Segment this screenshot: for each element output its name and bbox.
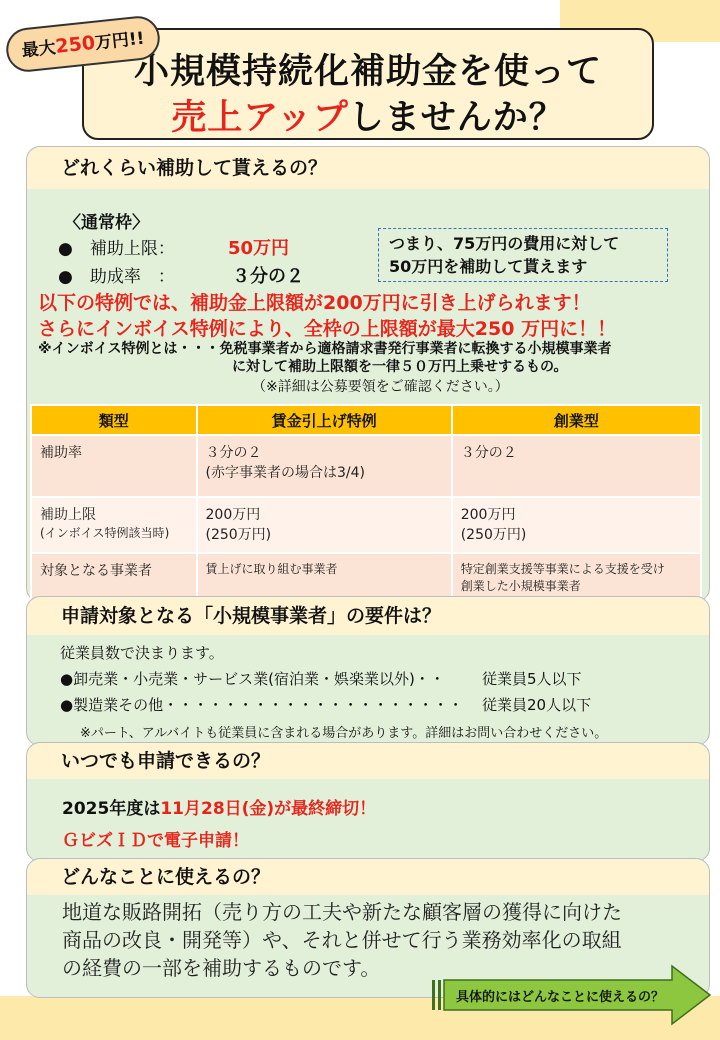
- row-sublabel: (インボイス特例該当時): [40, 526, 170, 540]
- row-label: 補助上限: [40, 507, 96, 523]
- cell-value: ３分の２: [205, 445, 262, 461]
- subsidy-table: [30, 404, 702, 602]
- table-cell: [31, 435, 197, 497]
- explanation-note: [378, 228, 668, 282]
- requirement-item-2-value: 従業員20人以下: [482, 696, 592, 714]
- note-line-1: つまり、75万円の費用に対して: [389, 234, 620, 253]
- table-header-row: [31, 405, 701, 435]
- gbiz-id-note: ＧビズＩＤで電子申請！: [62, 831, 249, 851]
- cell-value: 特定創業支援等事業による支援を受け: [460, 562, 665, 576]
- deadline-date: 11月28日(金)が最終締切！: [160, 799, 377, 819]
- frame-label: 〈通常枠〉: [64, 213, 149, 233]
- special-case-line2: さらにインボイス特例により、全枠の上限額が最大250 万円に！！: [38, 318, 617, 340]
- table-cell: [31, 553, 197, 601]
- cell-value: 200万円: [205, 507, 261, 523]
- requirement-item-2: ●製造業その他・・・・・・・・・・・・・・・・・・・・: [60, 696, 464, 714]
- rate-label: ● 助成率 ：: [58, 267, 175, 287]
- cell-value: 200万円: [460, 507, 516, 523]
- title-rest: しませんか？: [348, 98, 565, 138]
- badge-amount: 250: [54, 31, 97, 58]
- table-cell: [452, 553, 701, 601]
- table-cell: [452, 497, 701, 553]
- arrow-label: 具体的にはどんなことに使えるの？: [456, 990, 665, 1005]
- requirements-intro: 従業員数で決まります。: [60, 644, 224, 662]
- table-header: 類型: [31, 405, 197, 435]
- section-heading-amount: どれくらい補助して貰えるの？: [27, 147, 709, 189]
- rate-value: ３分の２: [232, 266, 304, 287]
- special-case-line1: 以下の特例では、補助金上限額が200万円に引き上げられます！: [38, 292, 591, 314]
- cell-subvalue: 創業した小規模事業者: [460, 579, 581, 593]
- limit-value: 50万円: [228, 238, 290, 259]
- usage-line-1: 地道な販路開拓（売り方の工夫や新たな顧客層の獲得に向けた: [62, 900, 622, 924]
- cell-subvalue: (250万円): [460, 527, 527, 543]
- limit-label: ● 補助上限：: [58, 239, 175, 259]
- page-title-line2: [82, 90, 654, 140]
- cell-value: 賃上げに取り組む事業者: [205, 562, 338, 576]
- table-cell: [452, 435, 701, 497]
- table-cell: [197, 553, 452, 601]
- badge-suffix: 万円!!: [94, 28, 146, 54]
- row-label: 補助率: [40, 445, 82, 461]
- deadline-line: [62, 794, 376, 819]
- usage-line-3: の経費の一部を補助するものです。: [62, 956, 381, 980]
- title-highlight: 売上アップ: [171, 98, 349, 138]
- cell-subvalue: (250万円): [205, 527, 272, 543]
- table-row: [31, 497, 701, 553]
- row-label: 対象となる事業者: [40, 563, 152, 579]
- cell-subvalue: (赤字事業者の場合は3/4): [205, 465, 365, 481]
- note-line-2: 50万円を補助して貰えます: [389, 257, 588, 276]
- invoice-definition-line2: に対して補助上限額を一律５０万円上乗せするもの。: [232, 359, 568, 375]
- section-heading-deadline: いつでも申請できるの？: [27, 743, 709, 779]
- requirement-item-1: ●卸売業・小売業・サービス業(宿泊業・娯楽業以外)・・: [60, 670, 445, 688]
- table-cell: [31, 497, 197, 553]
- table-row: [31, 553, 701, 601]
- usage-line-2: 商品の改良・開発等）や、それと併せて行う業務効率化の取組: [62, 928, 622, 952]
- section-heading-requirements: 申請対象となる「小規模事業者」の要件は？: [27, 597, 709, 635]
- table-row: [31, 435, 701, 497]
- table-header: 創業型: [452, 405, 701, 435]
- page-title-line1: 小規模持続化補助金を使って: [133, 52, 602, 92]
- cell-value: ３分の２: [460, 445, 517, 461]
- badge-prefix: 最大: [20, 37, 57, 62]
- table-header: 賃金引上げ特例: [197, 405, 452, 435]
- deadline-year: 2025年度は: [62, 799, 161, 819]
- table-cell: [197, 497, 452, 553]
- requirements-footnote: ※パート、アルバイトも従業員に含まれる場合があります。詳細はお問い合わせください。: [80, 726, 608, 741]
- table-cell: [197, 435, 452, 497]
- invoice-definition-line1: ※インボイス特例とは・・・免税事業者から適格請求書発行事業者に転換する小規模事業者: [38, 341, 612, 357]
- requirement-item-1-value: 従業員5人以下: [482, 670, 582, 688]
- usage-details-link[interactable]: [432, 964, 712, 1026]
- section-heading-usage: どんなことに使えるの？: [27, 859, 709, 895]
- detail-note: （※詳細は公募要領をご確認ください。）: [252, 379, 509, 395]
